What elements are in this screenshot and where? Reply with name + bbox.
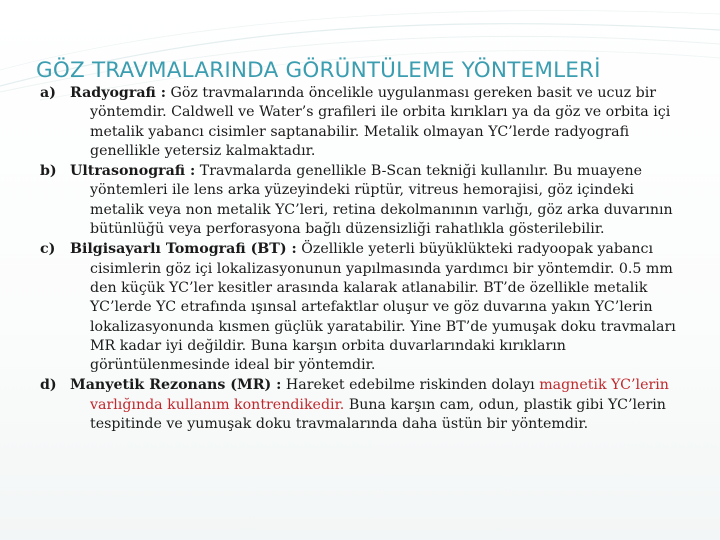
list-item [40, 240, 680, 375]
item-text: Göz travmalarında öncelikle uygulanması gereken basit ve ucuz bir yöntemdir. Caldwell ve Water’s grafileri ile orbita kırıkları ya da göz ve orbita içi metalik yabancı cisimler saptanabilir. Metalik olmayan YC’lerde radyografi genellikle yetersiz kalmaktadır. [90, 85, 671, 159]
list-item [40, 162, 680, 239]
slide-title: GÖZ TRAVMALARINDA GÖRÜNTÜLEME YÖNTEMLERİ [36, 58, 601, 83]
item-heading: Ultrasonografi : [70, 163, 196, 180]
slide-body [40, 84, 680, 435]
item-text: Özellikle yeterli büyüklükteki radyoopak yabancı cisimlerin göz içi lokalizasyonunun yapılmasında yardımcı bir yöntemdir. 0.5 mm den küçük YC’ler kesitler arasında kalarak atlanabilir. BT’de özellikle metalik YC’lerde YC etrafında ışınsal artefaktlar oluşur ve göz duvarına yakın YC’lerin lokalizasyonunda kısmen güçlük yaratabilir. Yine BT’de yumuşak doku travmaları MR kadar iyi değildir. Buna karşın orbita duvarlarındaki kırıkların görüntülenmesinde ideal bir yöntemdir. [90, 241, 676, 374]
highlighted-warning-text: magnetik YC’lerin varlığında kullanım kontrendikedir. [90, 377, 669, 413]
item-heading: Manyetik Rezonans (MR) : [70, 377, 282, 394]
list-marker: c) [40, 241, 56, 258]
list-item [40, 376, 680, 434]
item-heading: Bilgisayarlı Tomografi (BT) : [70, 241, 297, 258]
list-marker: d) [40, 377, 57, 394]
list-marker: b) [40, 163, 57, 180]
list-marker: a) [40, 85, 56, 101]
list-item [40, 84, 680, 161]
item-text: Travmalarda genellikle B-Scan tekniği kullanılır. Bu muayene yöntemleri ile lens arka yüzeyindeki rüptür, vitreus hemorajisi, göz içindeki metalik veya non metalik YC’leri, retina dekolmanının varlığı, göz arka duvarının bütünlüğü veya perforasyona bağlı düzensizliği rahatlıkla gösterilebilir. [90, 163, 673, 238]
item-text: Hareket edebilme riskinden dolayı [281, 377, 540, 394]
item-text-after: Buna karşın cam, odun, plastik gibi YC’lerin tespitinde ve yumuşak doku travmalarında daha üstün bir yöntemdir. [90, 396, 666, 433]
item-heading: Radyografi : [70, 85, 167, 101]
